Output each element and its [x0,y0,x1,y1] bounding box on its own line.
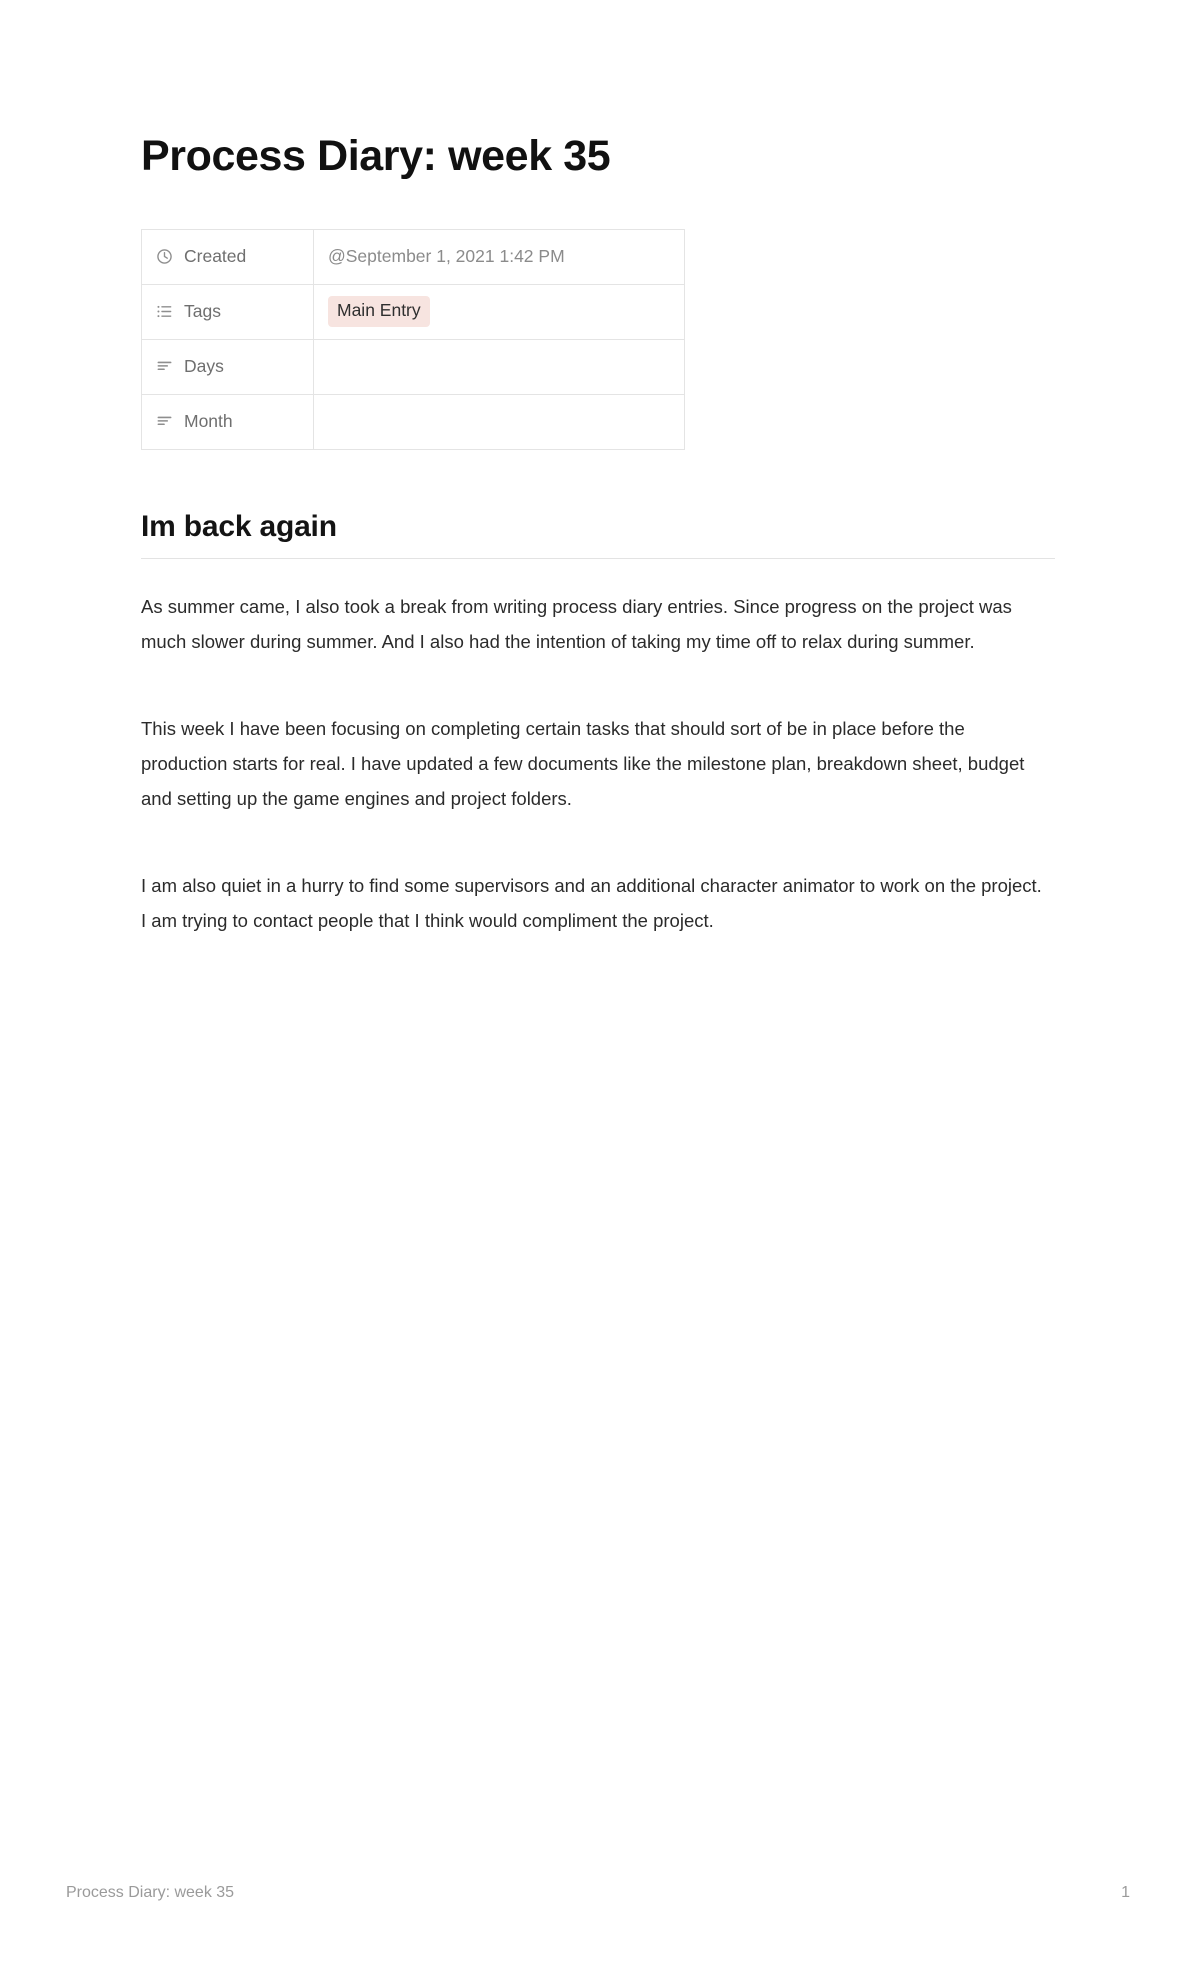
table-row [142,284,685,339]
footer-title: Process Diary: week 35 [66,1884,235,1901]
property-value-days[interactable] [314,339,685,394]
text-lines-icon [156,358,173,375]
body-paragraph: This week I have been focusing on completing certain tasks that should sort of be in place before the production starts for real. I have updated a few documents like the milestone plan, breakdown sheet, budget and setting up the game engines and project folders. [141,717,1025,809]
divider [141,558,1055,559]
property-label-days: Days [184,356,224,377]
property-key-month [142,394,314,449]
page-title: Process Diary: week 35 [141,132,611,180]
property-label-created: Created [184,246,247,267]
property-label-month: Month [184,411,233,432]
table-row [142,229,685,284]
text-lines-icon [156,413,173,430]
status-badge[interactable]: Main Entry [328,296,430,327]
page-footer [66,1884,1130,1902]
body-paragraph: As summer came, I also took a break from writing process diary entries. Since progress on the project was much slower during summer. And I also had the intention of taking my time off to relax during summer. [141,595,1012,652]
footer-page-number: 1 [1121,1884,1130,1901]
table-row [142,339,685,394]
property-value-tags[interactable] [314,284,685,339]
property-key-days [142,339,314,394]
clock-icon [156,248,173,265]
property-label-tags: Tags [184,301,221,322]
body-paragraph: I am also quiet in a hurry to find some supervisors and an additional character animator to work on the project. I am trying to contact people that I think would compliment the project. [141,874,1042,931]
document-content [141,0,1055,938]
property-key-created [142,229,314,284]
property-value-created[interactable]: @September 1, 2021 1:42 PM [314,229,685,284]
section-heading: Im back again [141,509,337,543]
list-icon [156,303,173,320]
property-value-month[interactable] [314,394,685,449]
properties-table [141,229,685,450]
table-row [142,394,685,449]
property-key-tags [142,284,314,339]
